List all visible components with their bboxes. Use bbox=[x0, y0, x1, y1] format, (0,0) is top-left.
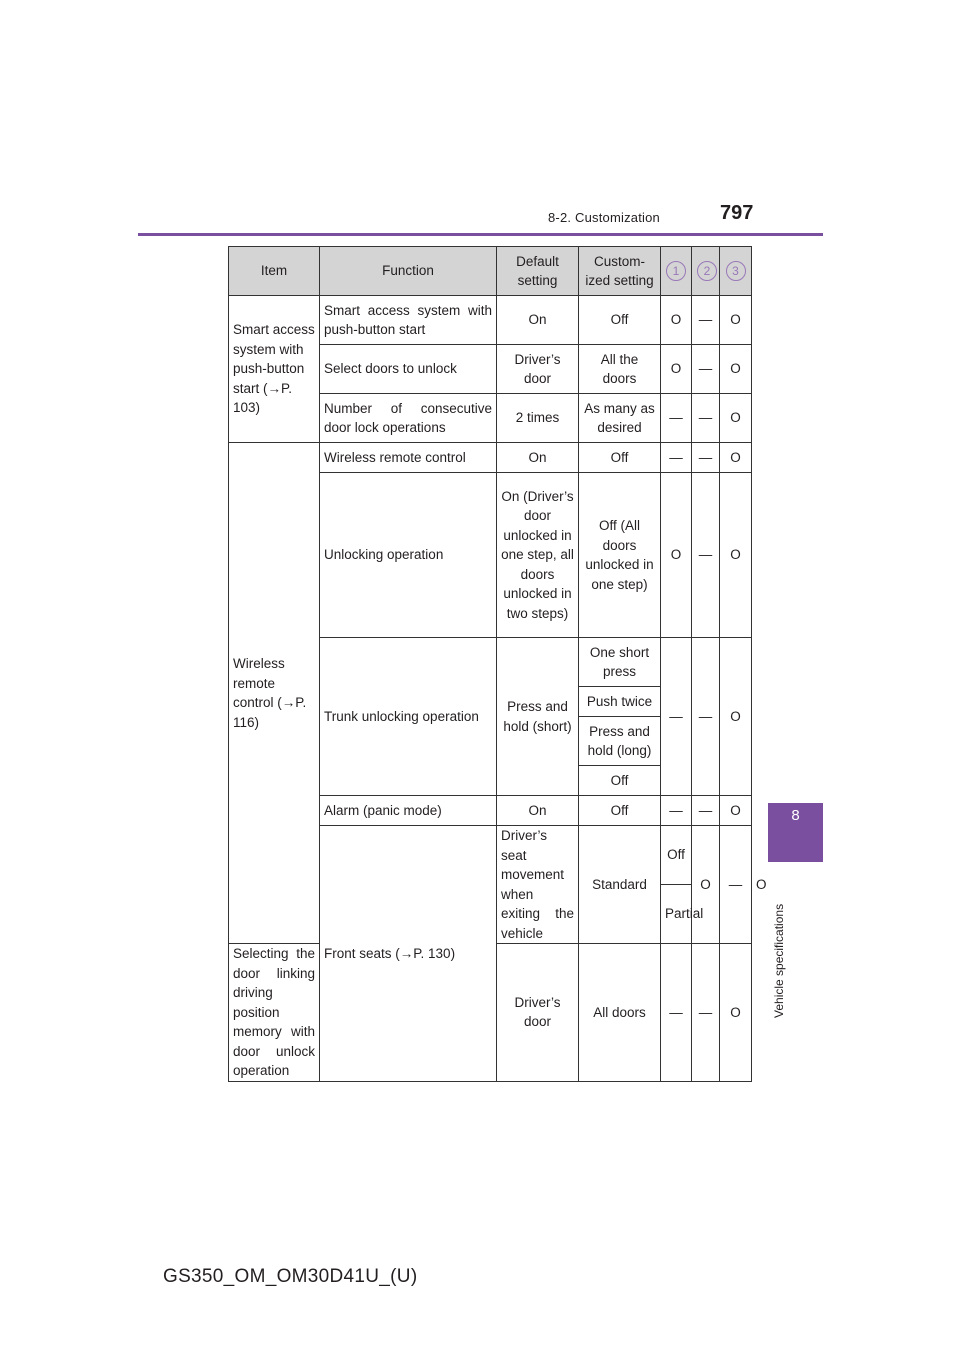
col2-cell: — bbox=[692, 345, 720, 394]
custom-option: Off bbox=[579, 766, 661, 796]
function-cell: Trunk unlocking operation bbox=[320, 638, 497, 796]
header-col3 bbox=[720, 247, 752, 296]
col1-cell: — bbox=[661, 944, 692, 1082]
default-cell: On bbox=[497, 296, 579, 345]
header-col2 bbox=[692, 247, 720, 296]
custom-cell: Off bbox=[579, 796, 661, 826]
col1-cell: O bbox=[661, 473, 692, 638]
function-cell: Smart access system with push-button start bbox=[320, 296, 497, 345]
table-row bbox=[229, 296, 752, 345]
function-cell: Wireless remote control bbox=[320, 443, 497, 473]
function-cell: Number of consecutive door lock operations bbox=[320, 394, 497, 443]
custom-cell: Off bbox=[579, 443, 661, 473]
circled-3-icon: 3 bbox=[726, 261, 746, 281]
custom-cell: As many as desired bbox=[579, 394, 661, 443]
item-wireless: Wireless remote control (→P. 116) bbox=[229, 443, 320, 944]
custom-cell: Off bbox=[579, 296, 661, 345]
custom-option: One short press bbox=[579, 638, 661, 687]
col1-cell: — bbox=[661, 796, 692, 826]
chapter-number: 8 bbox=[791, 807, 800, 824]
item-front-seats: Front seats (→P. 130) bbox=[320, 826, 497, 1082]
section-title: 8-2. Customization bbox=[548, 210, 660, 225]
circled-1-icon: 1 bbox=[666, 261, 686, 281]
default-cell: On bbox=[497, 796, 579, 826]
col3-cell: O bbox=[720, 473, 752, 638]
col2-cell: — bbox=[692, 443, 720, 473]
chapter-tab bbox=[768, 803, 823, 862]
col3-cell: O bbox=[720, 638, 752, 796]
col2-cell: — bbox=[692, 394, 720, 443]
item-smart-access: Smart access system with push-button start (→P. 103) bbox=[229, 296, 320, 443]
default-cell: Standard bbox=[579, 826, 661, 944]
col2-cell: — bbox=[692, 473, 720, 638]
col2-cell: — bbox=[692, 944, 720, 1082]
col2-cell: — bbox=[692, 296, 720, 345]
custom-cell: Off (All doors unlocked in one step) bbox=[579, 473, 661, 638]
col3-cell: O bbox=[720, 394, 752, 443]
col1-cell: O bbox=[661, 296, 692, 345]
col1-cell: O bbox=[692, 826, 720, 944]
col1-cell: — bbox=[661, 394, 692, 443]
custom-option: Off bbox=[661, 826, 692, 885]
chapter-label: Vehicle specifications bbox=[772, 903, 786, 1018]
col3-cell: O bbox=[720, 443, 752, 473]
header-item: Item bbox=[229, 247, 320, 296]
table-header-row bbox=[229, 247, 752, 296]
header-default: Default setting bbox=[497, 247, 579, 296]
col3-cell: O bbox=[720, 296, 752, 345]
default-cell: Driver’s door bbox=[497, 345, 579, 394]
custom-option: Press and hold (long) bbox=[579, 717, 661, 766]
col1-cell: — bbox=[661, 443, 692, 473]
custom-option: Push twice bbox=[579, 687, 661, 717]
circled-2-icon: 2 bbox=[697, 261, 717, 281]
col2-cell: — bbox=[692, 638, 720, 796]
function-cell: Driver’s seat movement when exiting the vehicle bbox=[497, 826, 579, 944]
customization-table bbox=[228, 246, 767, 1082]
page-number: 797 bbox=[720, 202, 754, 224]
function-cell: Select doors to unlock bbox=[320, 345, 497, 394]
header-custom: Custom-ized setting bbox=[579, 247, 661, 296]
header-col1 bbox=[661, 247, 692, 296]
col2-cell: — bbox=[692, 796, 720, 826]
col2-cell: — bbox=[720, 826, 752, 944]
document-code: GS350_OM_OM30D41U_(U) bbox=[163, 1266, 418, 1287]
col1-cell: O bbox=[661, 345, 692, 394]
default-cell: Press and hold (short) bbox=[497, 638, 579, 796]
col3-cell: O bbox=[720, 944, 752, 1082]
custom-option: Partial bbox=[661, 885, 692, 944]
col1-cell: — bbox=[661, 638, 692, 796]
custom-cell: All doors bbox=[579, 944, 661, 1082]
default-cell: Driver’s door bbox=[497, 944, 579, 1082]
col3-cell: O bbox=[720, 345, 752, 394]
default-cell: On (Driver’s door unlocked in one step, all doors unlocked in two steps) bbox=[497, 473, 579, 638]
function-cell: Selecting the door linking driving position memory with door unlock operation bbox=[229, 944, 320, 1082]
page-header bbox=[0, 0, 960, 240]
function-cell: Alarm (panic mode) bbox=[320, 796, 497, 826]
header-function: Function bbox=[320, 247, 497, 296]
table-row bbox=[229, 443, 752, 473]
function-cell: Unlocking operation bbox=[320, 473, 497, 638]
default-cell: 2 times bbox=[497, 394, 579, 443]
custom-cell: All the doors bbox=[579, 345, 661, 394]
header-rule bbox=[138, 233, 823, 236]
col3-cell: O bbox=[720, 796, 752, 826]
default-cell: On bbox=[497, 443, 579, 473]
table-row: Front seats (→P. 130) Driver’s seat movement when exiting the vehicle Standard Off O — O bbox=[229, 826, 752, 885]
